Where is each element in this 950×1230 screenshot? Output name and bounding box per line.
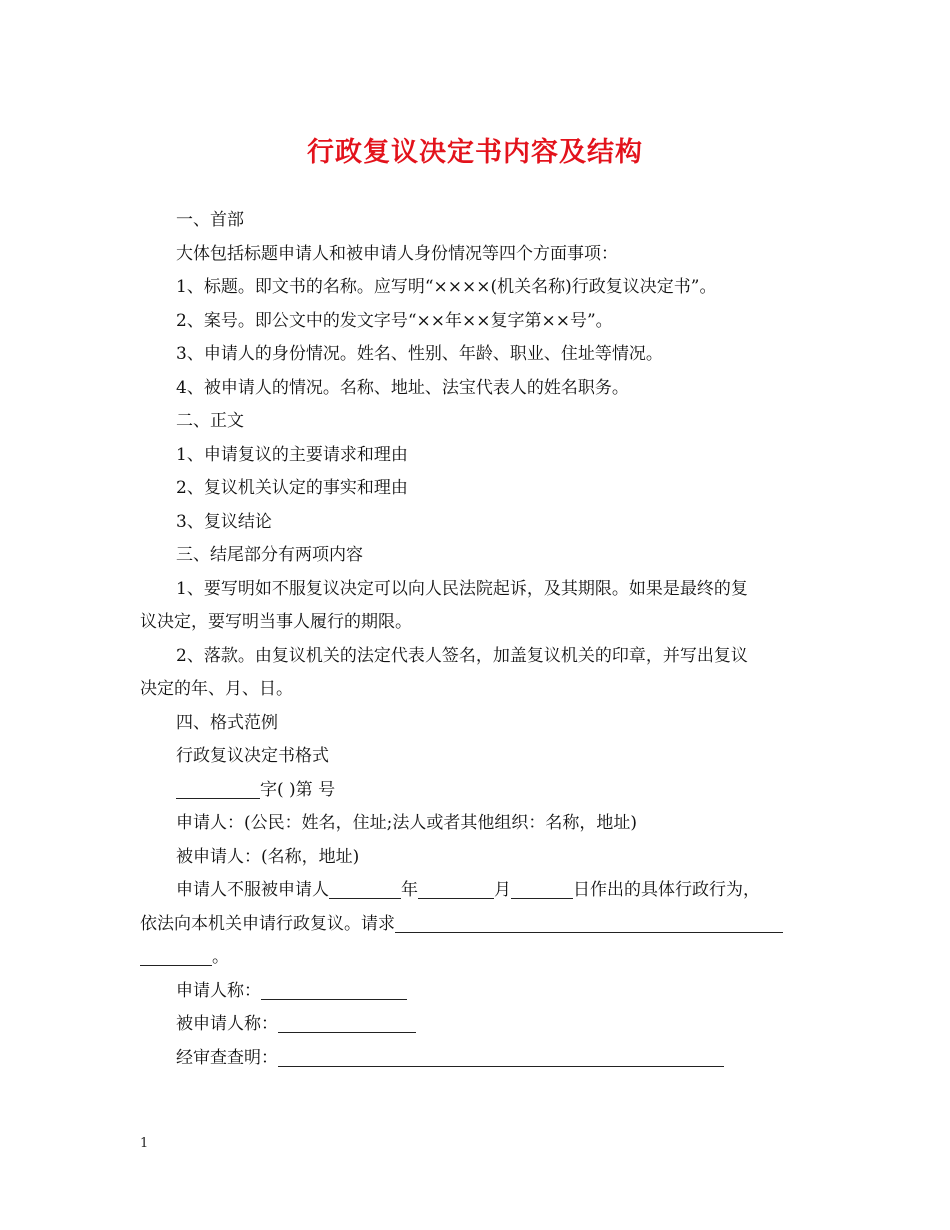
list-item: 2、案号。即公文中的发文字号“××年××复字第××号”。	[176, 310, 613, 331]
paragraph: 2、落款。由复议机关的法定代表人签名，加盖复议机关的印章，并写出复议	[176, 645, 748, 666]
request-line-end	[140, 941, 812, 975]
case-number-label: 字( )第 号	[260, 779, 336, 800]
paragraph-continuation: 决定的年、月、日。	[140, 679, 293, 699]
paragraph-continuation: 议决定，要写明当事人履行的期限。	[140, 612, 412, 632]
paragraph: 1、要写明如不服复议决定可以向人民法院起诉，及其期限。如果是最终的复	[176, 578, 748, 599]
text-segment: 月	[494, 880, 511, 900]
blank-line	[329, 878, 401, 899]
applicant-line: 申请人：(公民：姓名，住址;法人或者其他组织：名称，地址)	[176, 813, 637, 833]
page-number: 1	[140, 1136, 149, 1151]
text-segment: 依法向本机关申请行政复议。请求	[140, 913, 395, 934]
blank-line	[278, 1012, 416, 1033]
paragraph: 大体包括标题申请人和被申请人身份情况等四个方面事项：	[176, 243, 618, 264]
blank-line	[511, 878, 573, 899]
text-segment: 申请人称：	[176, 980, 261, 1001]
blank-line	[418, 878, 494, 899]
list-item: 4、被申请人的情况。名称、地址、法宝代表人的姓名职务。	[176, 377, 629, 398]
request-line	[140, 908, 812, 942]
respondent-line: 被申请人：(名称，地址)	[176, 846, 360, 867]
blank-line	[261, 979, 407, 1000]
text-segment: 。	[212, 947, 229, 967]
text-segment: 被申请人称：	[176, 1014, 278, 1034]
list-item: 3、申请人的身份情况。姓名、性别、年龄、职业、住址等情况。	[176, 344, 663, 364]
case-number-line	[140, 774, 812, 808]
text-segment: 年	[401, 880, 418, 900]
respondent-claim-line	[140, 1008, 812, 1042]
document-title: 行政复议决定书内容及结构	[307, 137, 643, 168]
list-item: 1、标题。即文书的名称。应写明“××××(机关名称)行政复议决定书”。	[176, 277, 717, 297]
applicant-claim-line	[140, 975, 812, 1009]
template-title: 行政复议决定书格式	[176, 746, 329, 766]
text-segment: 经审查查明：	[176, 1047, 278, 1068]
section-heading-template: 四、格式范例	[176, 712, 278, 733]
blank-line	[140, 945, 212, 966]
blank-line	[278, 1046, 724, 1067]
section-heading-body: 二、正文	[176, 411, 244, 431]
blank-line	[395, 912, 783, 933]
findings-line	[140, 1042, 812, 1076]
list-item: 2、复议机关认定的事实和理由	[176, 478, 408, 498]
section-heading-header: 一、首部	[176, 210, 244, 230]
list-item: 1、申请复议的主要请求和理由	[176, 444, 408, 465]
section-heading-ending: 三、结尾部分有两项内容	[176, 545, 363, 565]
list-item: 3、复议结论	[176, 511, 272, 532]
document-body	[140, 204, 812, 1075]
complaint-line	[140, 874, 812, 908]
blank-line	[176, 778, 260, 799]
text-segment: 日作出的具体行政行为，	[573, 880, 760, 900]
text-segment: 申请人不服被申请人	[176, 880, 329, 900]
